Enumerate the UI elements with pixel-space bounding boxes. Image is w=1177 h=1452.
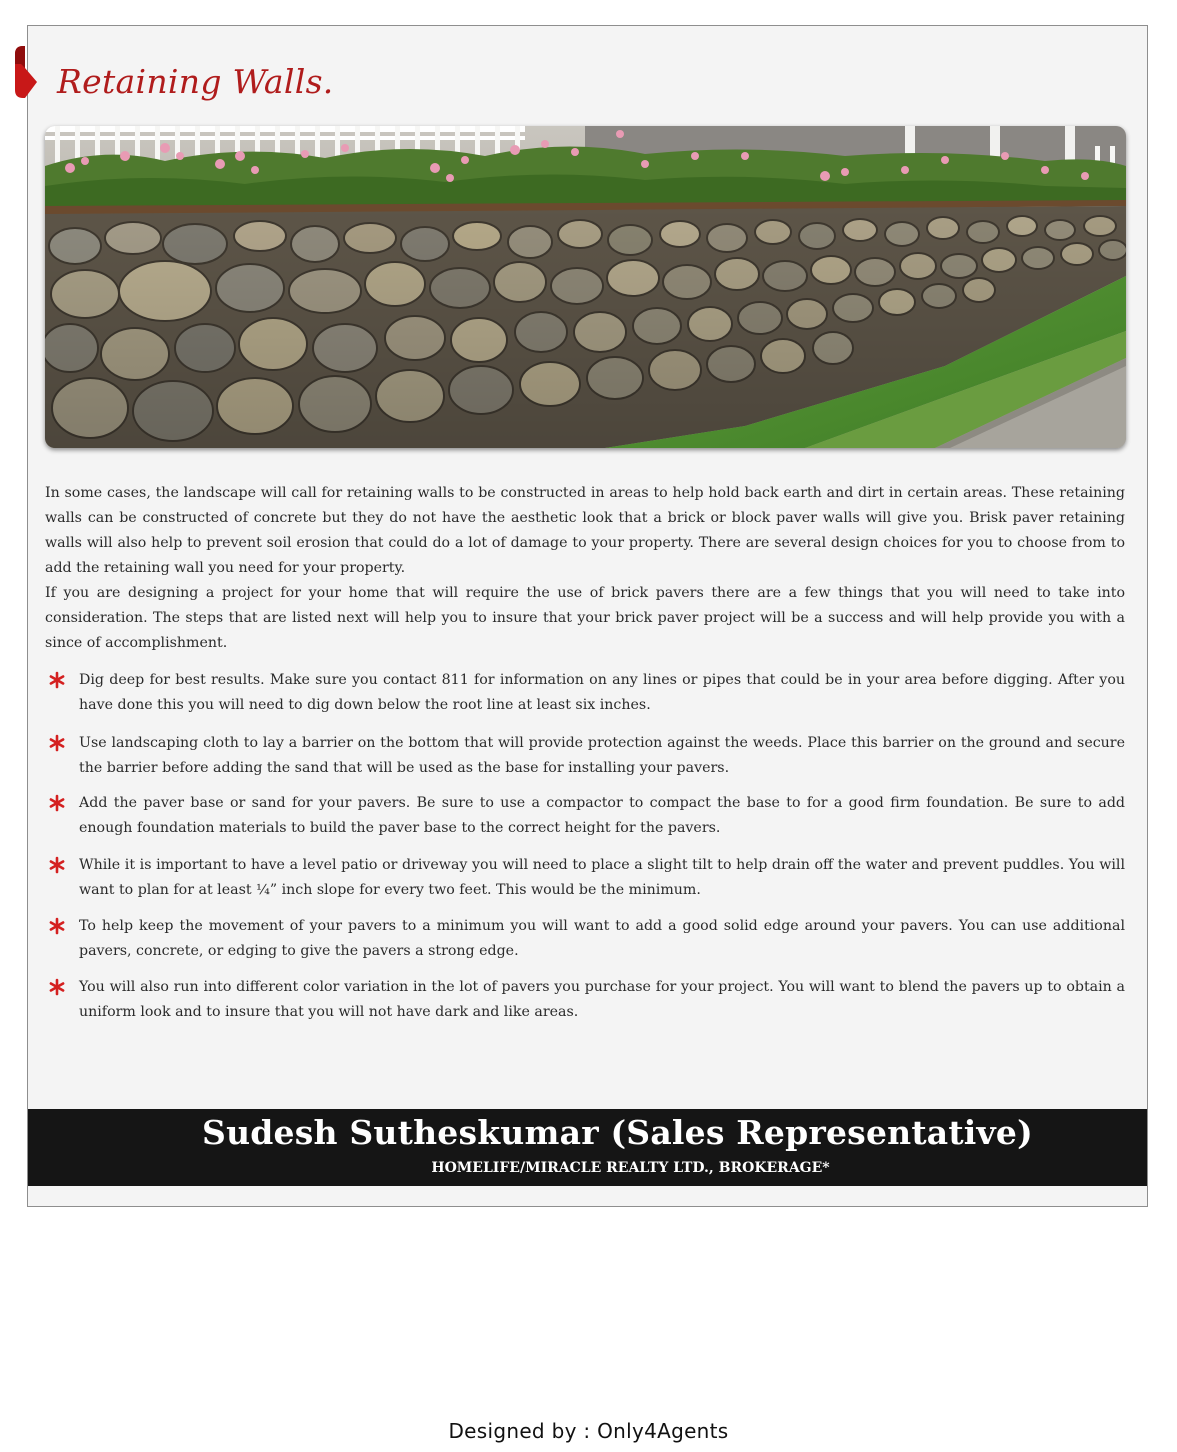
asterisk-bullet-icon [48,734,66,752]
page-title: Retaining Walls. [57,62,334,101]
agent-footer [28,1109,1147,1186]
intro-text [45,481,1125,656]
asterisk-bullet-icon [48,917,66,935]
designer-credit: Designed by : Only4Agents [448,1419,729,1443]
list-item [45,853,1125,903]
list-item-text: Dig deep for best results. Make sure you contact 811 for information on any lines or pipes that could be in your area before digging. After you have done this you will need to dig down below the root line at least six inches. [79,672,1125,713]
list-item-text: While it is important to have a level patio or driveway you will need to place a slight tilt to help drain off the water and prevent puddles. You will want to plan for at least ¼” inch slope for every two feet. This would be the minimum. [79,857,1125,898]
list-item-text: Use landscaping cloth to lay a barrier on the bottom that will provide protection against the weeds. Place this barrier on the ground and secure the barrier before adding the sand that will be used as the base for installing your pavers. [79,735,1125,776]
asterisk-bullet-icon [48,856,66,874]
list-item [45,914,1125,964]
retaining-wall-photo [45,126,1126,448]
list-item [45,668,1125,718]
steps-list [45,668,1125,1025]
intro-paragraph-2: If you are designing a project for your home that will require the use of brick pavers there are a few things that you will need to take into consideration. The steps that are listed next will help you to insure that your brick paver project will be a success and will help provide you with a since of accomplishment. [45,585,1125,651]
asterisk-bullet-icon [48,794,66,812]
flyer-page [27,25,1148,1207]
asterisk-bullet-icon [48,671,66,689]
list-item-text: Add the paver base or sand for your pavers. Be sure to use a compactor to compact the base to for a good firm foundation. Be sure to add enough foundation materials to build the paver base to the correct height for the pavers. [79,795,1125,836]
list-item [45,975,1125,1025]
asterisk-bullet-icon [48,978,66,996]
list-item [45,731,1125,781]
list-item-text: You will also run into different color variation in the lot of pavers you purchase for your project. You will want to blend the pavers up to obtain a uniform look and to insure that you will not have dark and like areas. [79,979,1125,1020]
ribbon-icon [15,46,37,100]
brokerage-name: HOMELIFE/MIRACLE REALTY LTD., BROKERAGE* [431,1160,830,1176]
list-item [45,791,1125,841]
intro-paragraph-1: In some cases, the landscape will call for retaining walls to be constructed in areas to help hold back earth and dirt in certain areas. These retaining walls can be constructed of concrete but they do not have the aesthetic look that a brick or block paver walls will give you. Brisk paver retaining walls will also help to prevent soil erosion that could do a lot of damage to your property. There are several design choices for you to choose from to add the retaining wall you need for your property. [45,485,1125,576]
agent-name: Sudesh Sutheskumar (Sales Representative) [202,1113,1033,1152]
list-item-text: To help keep the movement of your pavers to a minimum you will want to add a good solid edge around your pavers. You can use additional pavers, concrete, or edging to give the pavers a strong edge. [79,918,1125,959]
stone-wall-illustration [45,126,1126,448]
